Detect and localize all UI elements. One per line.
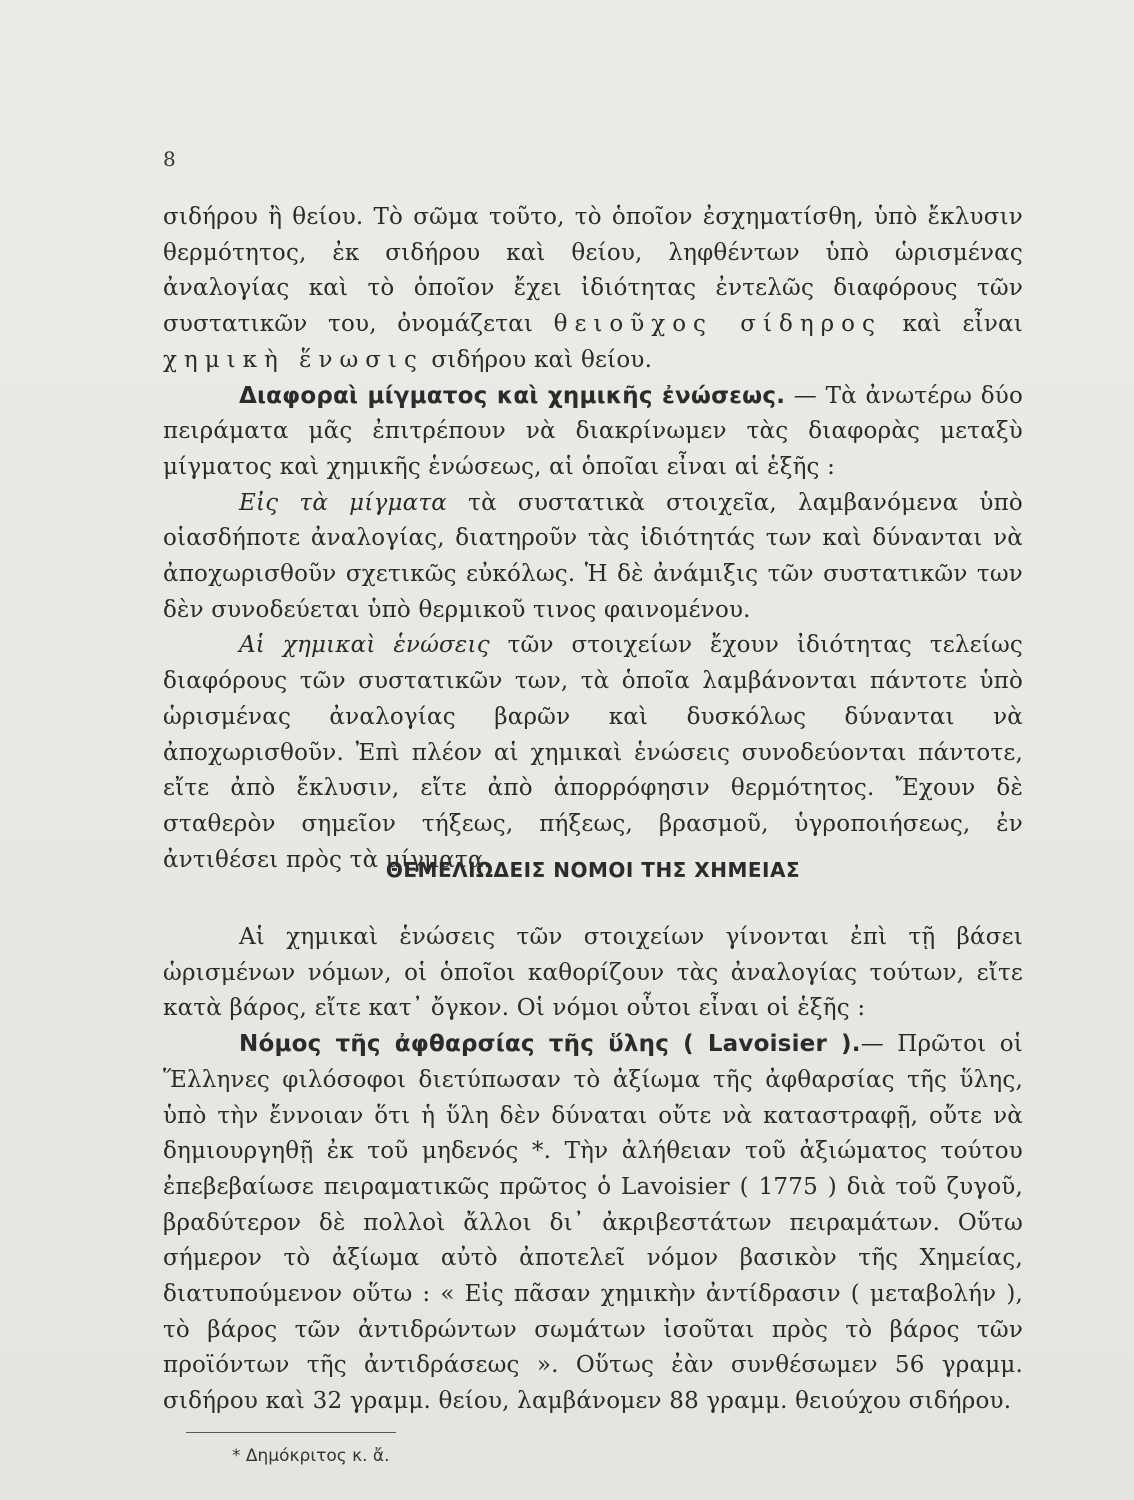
- term-iron-sulfide: θειοῦχος σίδηρος: [553, 311, 882, 338]
- page-number: 8: [163, 147, 176, 171]
- footnote: * Δημόκριτος κ. ἄ.: [232, 1446, 390, 1466]
- footnote-divider: [186, 1432, 396, 1433]
- paragraph-compounds: [163, 628, 1023, 878]
- body-text-top: [163, 200, 1023, 878]
- paragraph-text: σιδήρου καὶ θείου.: [423, 346, 653, 373]
- paragraph-differences: [163, 379, 1023, 486]
- paragraph-text: — Τὰ ἀνωτέρω δύο πειράματα μᾶς ἐπιτρέπουν νὰ διακρίνωμεν τὰς διαφορὰς μεταξὺ μίγματος καὶ χημικῆς ἑνώσεως, αἱ ὁποῖαι εἶναι αἱ ἑξῆς :: [163, 382, 1023, 480]
- body-text-bottom: [163, 920, 1023, 1420]
- law-title: Νόμος τῆς ἀφθαρσίας τῆς ὕλης ( Lavoisier ).: [239, 1031, 861, 1058]
- paragraph-text: τὰ συστατικὰ στοιχεῖα, λαμβανόμενα ὑπὸ οἱασδήποτε ἀναλογίας, διατηροῦν τὰς ἰδιότητάς των καὶ δύνανται νὰ ἀποχωρισθοῦν σχετικῶς εὐκόλως. Ἡ δὲ ἀνάμιξις τῶν συστατικῶν των δὲν συνοδεύεται ὑπὸ θερμικοῦ τινος φαινομένου.: [163, 489, 1023, 623]
- paragraph-laws-intro: Αἱ χημικαὶ ἑνώσεις τῶν στοιχείων γίνονται ἐπὶ τῇ βάσει ὡρισμένων νόμων, οἱ ὁποῖοι καθορίζουν τὰς ἀναλογίας τούτων, εἴτε κατὰ βάρος, εἴτε κατ᾽ ὄγκον. Οἱ νόμοι οὗτοι εἶναι οἱ ἑξῆς :: [163, 924, 1023, 1022]
- section-heading: ΘΕΜΕΛΙΩΔΕΙΣ ΝΟΜΟΙ ΤΗΣ ΧΗΜΕΙΑΣ: [385, 858, 801, 882]
- paragraph-text: καὶ εἶναι: [881, 311, 1023, 338]
- paragraph-compound-definition: [163, 200, 1023, 379]
- paragraph-lavoisier-law: [163, 1027, 1023, 1420]
- paragraph-text: — Πρῶτοι οἱ Ἕλληνες φιλόσοφοι διετύπωσαν τὸ ἀξίωμα τῆς ἀφθαρσίας τῆς ὕλης, ὑπὸ τὴν ἔννοιαν ὅτι ἡ ὕλη δὲν δύναται οὔτε νὰ καταστραφῇ, οὔτε νὰ δημιουργηθῇ ἐκ τοῦ μηδενός *. Τὴν ἀλήθειαν τοῦ ἀξιώματος τούτου ἐπεβεβαίωσε πειραματικῶς πρῶτος ὁ Lavoisier ( 1775 ) διὰ τοῦ ζυγοῦ, βραδύτερον δὲ πολλοὶ ἄλλοι δι᾽ ἀκριβεστάτων πειραμάτων. Οὕτω σήμερον τὸ ἀξίωμα αὐτὸ ἀποτελεῖ νόμον βασικὸν τῆς Χημείας, διατυπούμενον οὕτω : « Εἰς πᾶσαν χημικὴν ἀντίδρασιν ( μεταβολήν ), τὸ βάρος τῶν ἀντιδρώντων σωμάτων ἰσοῦται πρὸς τὸ βάρος τῶν προϊόντων τῆς ἀντιδράσεως ». Οὕτως ἐὰν συνθέσωμεν 56 γραμμ. σιδήρου καὶ 32 γραμμ. θείου, λαμβάνομεν 88 γραμμ. θειούχου σιδήρου.: [163, 1031, 1023, 1415]
- paragraph-mixtures: [163, 486, 1023, 629]
- paragraph-text: τῶν στοιχείων ἔχουν ἰδιότητας τελείως διαφόρους τῶν συστατικῶν των, τὰ ὁποῖα λαμβάνονται πάντοτε ὑπὸ ὡρισμένας ἀναλογίας βαρῶν καὶ δυσκόλως δύνανται νὰ ἀποχωρισθοῦν. Ἐπὶ πλέον αἱ χημικαὶ ἑνώσεις συνοδεύονται πάντοτε, εἴτε ἀπὸ ἔκλυσιν, εἴτε ἀπὸ ἀπορρόφησιν θερμότητος. Ἔχουν δὲ σταθερὸν σημεῖον τήξεως, πήξεως, βρασμοῦ, ὑγροποιήσεως, ἐν ἀντιθέσει πρὸς τὰ μίγματα.: [163, 632, 1024, 873]
- subheading-differences: Διαφοραὶ μίγματος καὶ χημικῆς ἐνώσεως.: [239, 382, 786, 409]
- italic-term-mixtures: Εἰς τὰ μίγματα: [239, 489, 448, 516]
- italic-term-compounds: Αἱ χημικαὶ ἑνώσεις: [239, 632, 490, 659]
- paragraph-text: σιδήρου ἢ θείου. Τὸ σῶμα τοῦτο, τὸ ὁποῖον ἐσχηματίσθη, ὑπὸ ἔκλυσιν θερμότητος, ἐκ σιδήρου καὶ θείου, ληφθέντων ὑπὸ ὡρισμένας ἀναλογίας καὶ τὸ ὁποῖον ἔχει ἰδιότητας ἐντελῶς διαφόρους τῶν συστατικῶν του, ὀνομάζεται: [163, 204, 1023, 338]
- term-chemical-compound: χημικὴ ἕνωσις: [163, 346, 424, 373]
